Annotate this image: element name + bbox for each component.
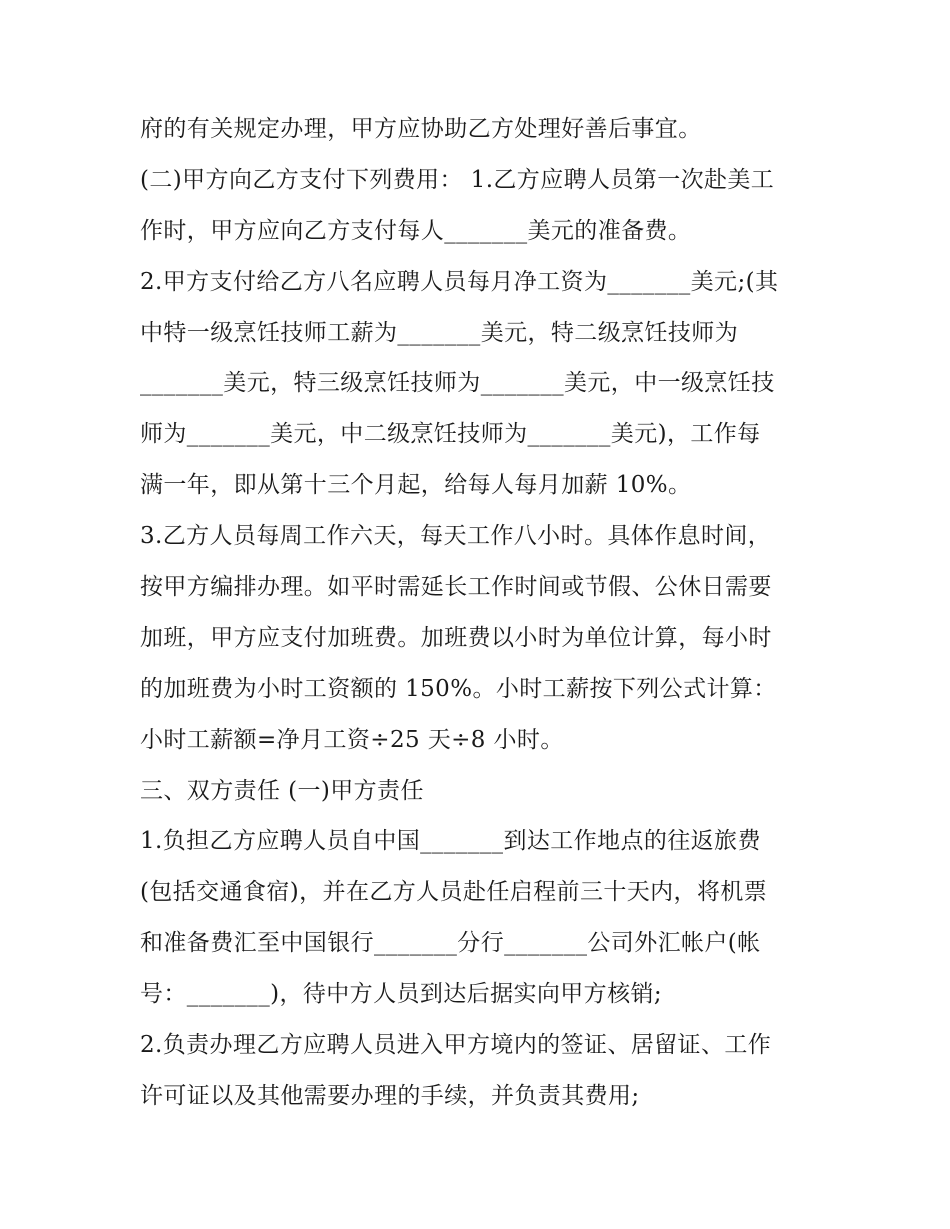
document-body	[140, 104, 820, 1122]
text-line-19: 2.负责办理乙方应聘人员进入甲方境内的签证、居留证、工作	[140, 1032, 772, 1059]
text-line-15: 1.负担乙方应聘人员自中国_______到达工作地点的往返旅费	[140, 828, 761, 855]
text-line-5: 中特一级烹饪技师工薪为_______美元，特二级烹饪技师为	[140, 319, 739, 346]
text-line-2: (二)甲方向乙方支付下列费用： 1.乙方应聘人员第一次赴美工	[140, 166, 775, 193]
text-line-1: 府的有关规定办理，甲方应协助乙方处理好善后事宜。	[140, 116, 702, 142]
text-line-7: 师为_______美元，中二级烹饪技师为_______美元)，工作每	[140, 421, 761, 448]
text-line-11: 加班，甲方应支付加班费。加班费以小时为单位计算，每小时	[140, 624, 772, 651]
text-line-9: 3.乙方人员每周工作六天，每天工作八小时。具体作息时间，	[140, 523, 772, 550]
text-line-16: (包括交通食宿)，并在乙方人员赴任启程前三十天内，将机票	[140, 879, 768, 906]
section-heading: 三、双方责任 (一)甲方责任	[140, 777, 424, 804]
text-line-8: 满一年，即从第十三个月起，给每人每月加薪 10%。	[140, 472, 692, 499]
text-line-17: 和准备费汇至中国银行_______分行_______公司外汇帐户(帐	[140, 930, 761, 957]
text-line-20: 许可证以及其他需要办理的手续，并负责其费用;	[140, 1082, 640, 1109]
text-line-10: 按甲方编排办理。如平时需延长工作时间或节假、公休日需要	[140, 574, 772, 601]
text-line-6: _______美元，特三级烹饪技师为_______美元，中一级烹饪技	[140, 370, 775, 397]
text-line-3: 作时，甲方应向乙方支付每人_______美元的准备费。	[140, 217, 692, 244]
text-line-4: 2.甲方支付给乙方八名应聘人员每月净工资为_______美元;(其	[140, 268, 779, 295]
text-line-13: 小时工薪额=净月工资÷25 天÷8 小时。	[140, 726, 564, 753]
text-line-12: 的加班费为小时工资额的 150%。小时工薪按下列公式计算：	[140, 675, 777, 702]
text-line-18: 号：_______)，待中方人员到达后据实向甲方核销;	[140, 981, 663, 1008]
